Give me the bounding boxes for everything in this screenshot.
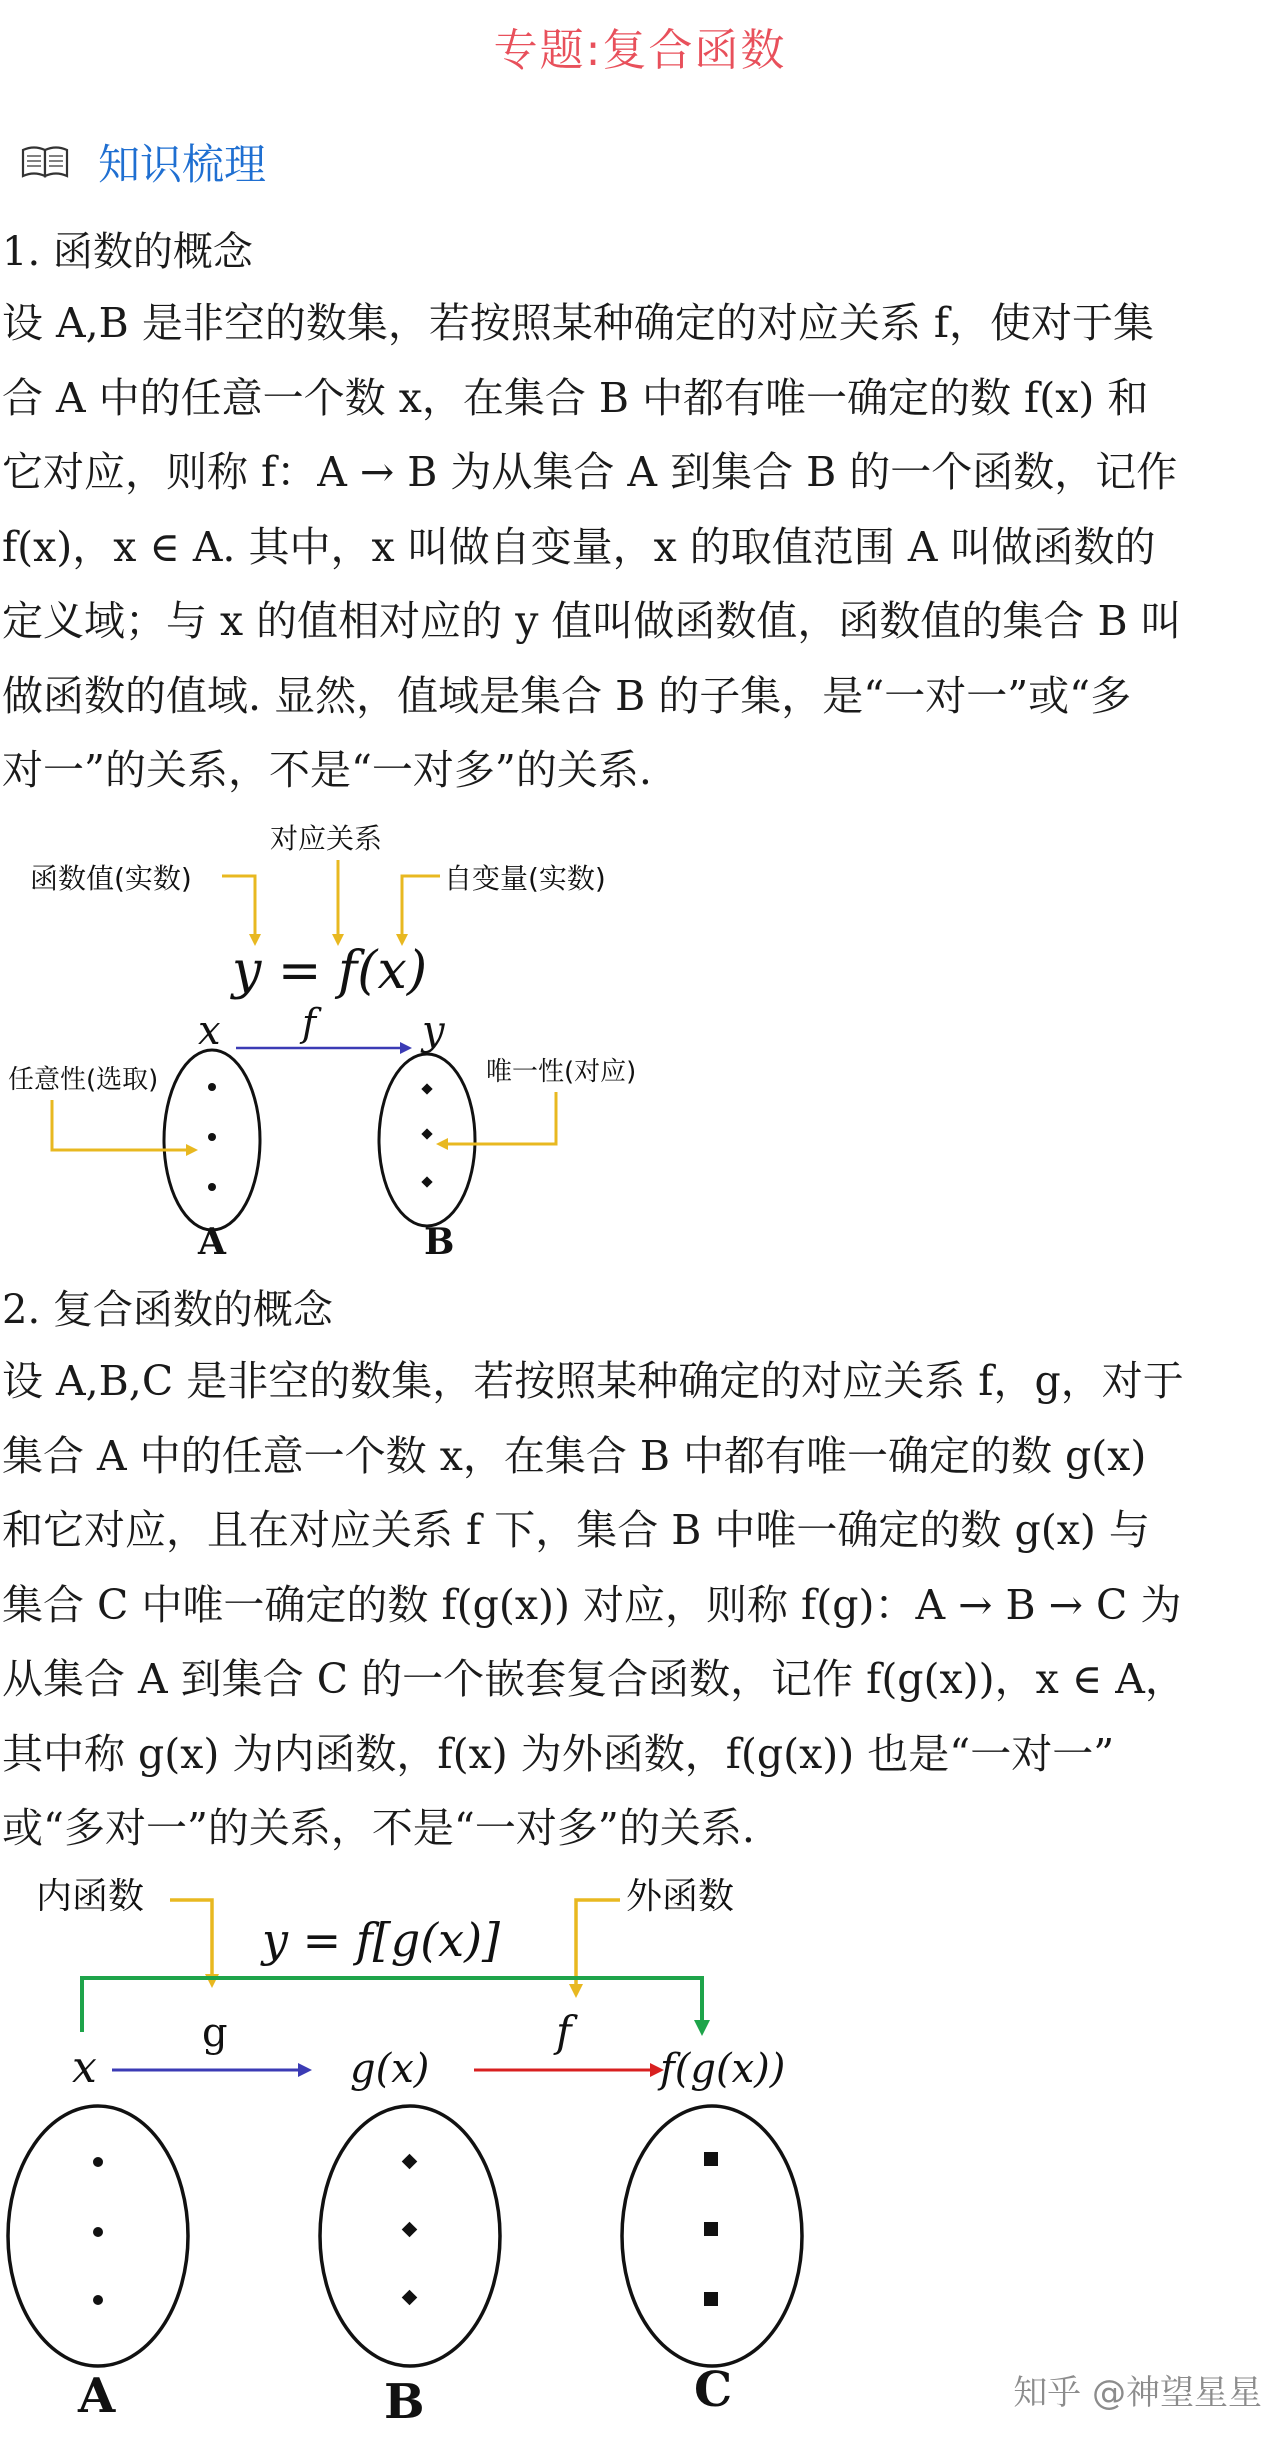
formula-y-fgx: y = f[g(x)]: [262, 1913, 500, 1967]
s2-line: 集合 C 中唯一确定的数 f(g(x)) 对应，则称 f(g)：A → B → C 为: [2, 1580, 1182, 1629]
s2-line: 或“多对一”的关系，不是“一对多”的关系.: [2, 1804, 755, 1852]
set-b-element: [402, 2222, 418, 2238]
label-relation: 对应关系: [270, 822, 383, 855]
pointer-arbitrary-head: [186, 1144, 198, 1156]
label-value: 函数值(实数): [30, 862, 192, 895]
pointer-outer-head: [569, 1984, 583, 1998]
s1-line: 它对应，则称 f：A → B 为从集合 A 到集合 B 的一个函数，记作: [2, 448, 1178, 496]
pointer-unique: [446, 1092, 556, 1144]
arrow-g-head: [298, 2063, 312, 2077]
s1-line: 对一”的关系，不是“一对多”的关系.: [2, 746, 652, 794]
set-c-label: C: [694, 2362, 733, 2418]
composite-function-diagram: [0, 1860, 900, 2438]
label-outer: 外函数: [626, 1876, 735, 1917]
set-a-label: A: [78, 2368, 116, 2424]
s2-line: 集合 A 中的任意一个数 x，在集合 B 中都有唯一确定的数 g(x): [2, 1431, 1147, 1480]
watermark: [1013, 2365, 1262, 2414]
arrow-f-label: f: [302, 1001, 317, 1045]
set-c-element: [704, 2222, 718, 2236]
set-b-element: [421, 1176, 432, 1187]
s1-paragraph: [2, 286, 1278, 808]
section-header-text: 知识梳理: [98, 140, 267, 189]
s1-line: 设 A,B 是非空的数集，若按照某种确定的对应关系 f，使对于集: [2, 299, 1155, 347]
arrow-f-label: f: [556, 2007, 572, 2056]
node-fgx: f(g(x)): [660, 2046, 786, 2092]
watermark-text: 知乎 @神望星星: [1013, 2373, 1262, 2413]
composite-bracket: [82, 1978, 702, 2032]
label-unique: 唯一性(对应): [486, 1057, 637, 1087]
s2-line: 其中称 g(x) 为内函数，f(x) 为外函数，f(g(x)) 也是“一对一”: [2, 1729, 1115, 1778]
s2-line: 和它对应，且在对应关系 f 下，集合 B 中唯一确定的数 g(x) 与: [2, 1506, 1150, 1554]
pointer-unique-head: [436, 1138, 448, 1150]
label-variable: 自变量(实数): [444, 862, 606, 895]
set-c-element: [704, 2152, 718, 2166]
node-x: x: [198, 1008, 221, 1054]
node-gx: g(x): [350, 2046, 430, 2092]
pointer-value: [222, 876, 255, 938]
s2-paragraph: [2, 1344, 1278, 1866]
composite-bracket-head: [694, 2020, 710, 2036]
formula-y-fx: y = f(x): [232, 941, 428, 1001]
label-inner: 内函数: [36, 1876, 145, 1917]
s1-heading: 1. 函数的概念: [2, 229, 253, 275]
arrow-f-head: [400, 1042, 412, 1054]
set-b-label: B: [384, 2374, 425, 2430]
set-b-element: [402, 2290, 418, 2306]
set-a-element: [208, 1183, 216, 1191]
set-a-label: A: [198, 1221, 226, 1263]
s1-line: 做函数的值域. 显然，值域是集合 B 的子集，是“一对一”或“多: [2, 671, 1132, 720]
set-a-element: [208, 1083, 216, 1091]
page-title: 专题:复合函数: [493, 25, 787, 76]
s1-line: 合 A 中的任意一个数 x，在集合 B 中都有唯一确定的数 f(x) 和: [2, 373, 1149, 422]
s2-heading: 2. 复合函数的概念: [2, 1287, 333, 1333]
node-y: y: [422, 1008, 445, 1054]
set-b-label: B: [424, 1221, 455, 1263]
set-a-element: [93, 2157, 103, 2167]
pointer-inner: [170, 1900, 212, 1978]
set-b-element: [402, 2154, 418, 2170]
s1-line: 定义域；与 x 的值相对应的 y 值叫做函数值，函数值的集合 B 叫: [2, 597, 1182, 645]
set-a-element: [93, 2295, 103, 2305]
set-a-element: [93, 2227, 103, 2237]
pointer-variable: [402, 876, 440, 938]
s2-line: 从集合 A 到集合 C 的一个嵌套复合函数，记作 f(g(x))，x ∈ A，: [2, 1655, 1186, 1703]
s2-line: 设 A,B,C 是非空的数集，若按照某种确定的对应关系 f，g，对于: [2, 1357, 1184, 1405]
label-arbitrary: 任意性(选取): [8, 1065, 159, 1095]
function-mapping-diagram: [0, 810, 660, 1270]
set-b-element: [421, 1128, 432, 1139]
open-book-icon: [20, 142, 70, 182]
section-header: [20, 132, 266, 192]
set-b-ellipse: [379, 1054, 475, 1226]
arrow-g-label: g: [202, 2010, 228, 2056]
pointer-outer: [576, 1900, 620, 1988]
set-c-element: [704, 2292, 718, 2306]
s1-line: f(x)，x ∈ A. 其中，x 叫做自变量，x 的取值范围 A 叫做函数的: [2, 522, 1156, 571]
set-a-element: [208, 1133, 216, 1141]
node-x: x: [72, 2042, 97, 2093]
set-b-element: [421, 1083, 432, 1094]
